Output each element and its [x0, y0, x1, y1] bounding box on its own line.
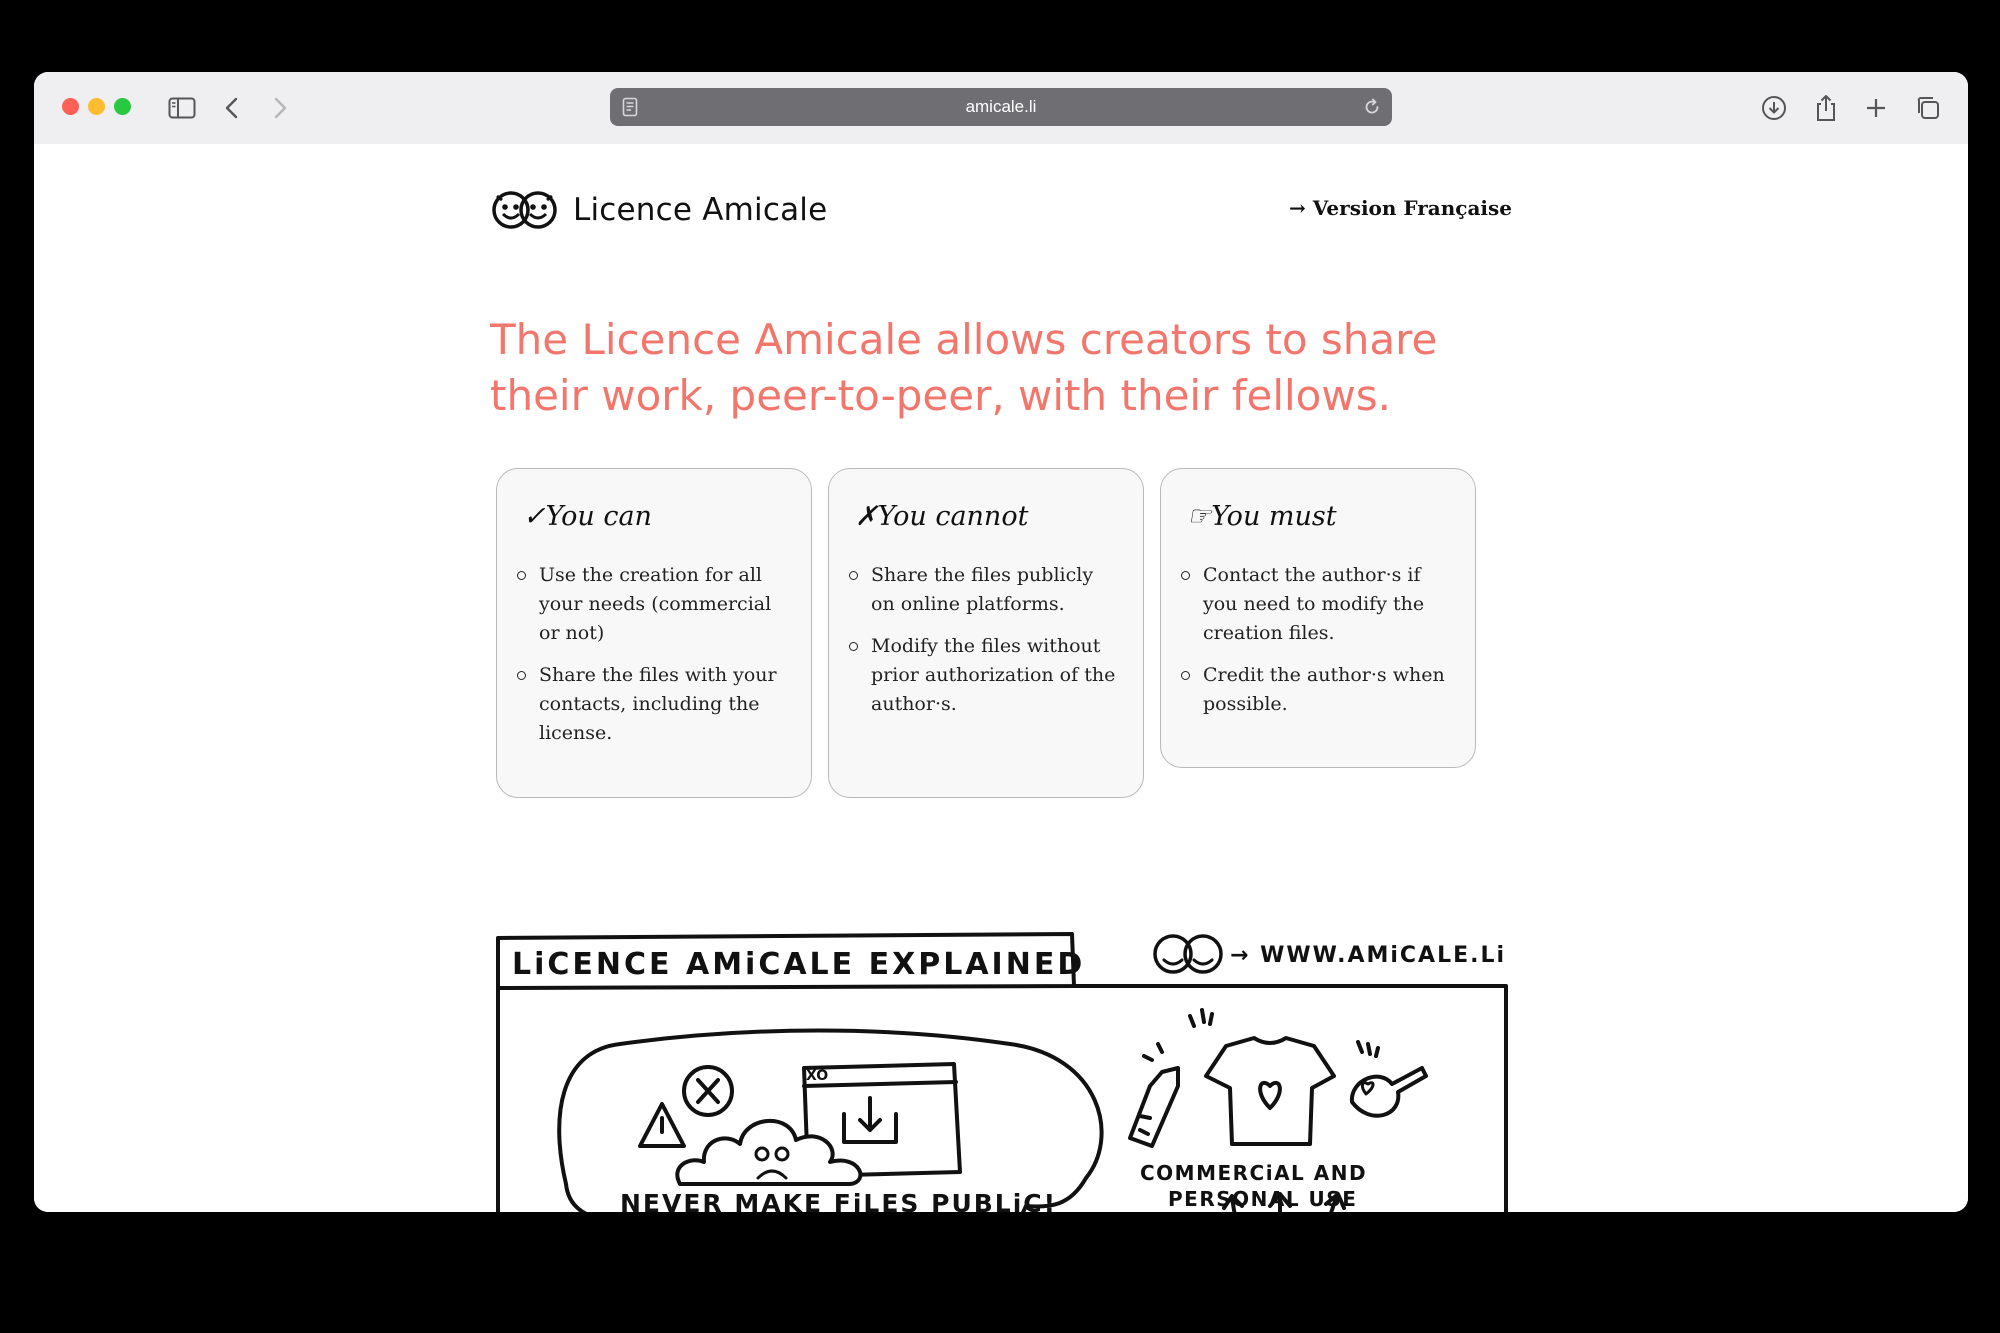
smiley-icon [1155, 936, 1221, 972]
list-item: Share the files with your contacts, including the license. [539, 661, 789, 748]
card-you-cannot [828, 468, 1144, 798]
list-item: Use the creation for all your needs (commercial or not) [539, 561, 789, 648]
url-text[interactable]: amicale.li [965, 97, 1037, 116]
tab-overview-icon[interactable] [1910, 90, 1946, 126]
card-list [515, 561, 789, 761]
language-switch-link[interactable]: → Version Française [1289, 196, 1512, 220]
list-item: Modify the files without prior authorization of the author·s. [871, 632, 1121, 719]
zoom-window-button[interactable] [114, 98, 131, 115]
card-list [847, 561, 1121, 732]
browser-window [34, 72, 1968, 1218]
card-title: ☞You must [1187, 501, 1337, 532]
web-page [34, 144, 1968, 1218]
close-window-button[interactable] [62, 98, 79, 115]
share-icon[interactable] [1808, 90, 1844, 126]
bottle-icon [1130, 1068, 1178, 1146]
card-list [1179, 561, 1453, 732]
site-logo[interactable] [491, 188, 827, 232]
downloads-icon[interactable] [1756, 90, 1792, 126]
page-headline: The Licence Amicale allows creators to share their work, peer-to-peer, with their fellows. [490, 315, 1438, 420]
forward-icon[interactable] [262, 90, 298, 126]
new-tab-icon[interactable] [1858, 90, 1894, 126]
window-label: XO [806, 1068, 829, 1084]
card-you-can [496, 468, 812, 798]
minimize-window-button[interactable] [88, 98, 105, 115]
smiley-logo-icon [491, 188, 559, 232]
sidebar-toggle-icon[interactable] [164, 90, 200, 126]
card-title: ✗You cannot [855, 501, 1029, 532]
banner-title: LiCENCE AMiCALE EXPLAINED [512, 947, 1086, 982]
tshirt-icon [1206, 1038, 1334, 1144]
back-icon[interactable] [214, 90, 250, 126]
address-bar[interactable] [610, 88, 1392, 126]
card-you-must [1160, 468, 1476, 768]
commercial-caption-line2: PERSONAL USE [1168, 1187, 1358, 1211]
commercial-caption-line1: COMMERCiAL AND [1140, 1161, 1368, 1185]
bubble-caption: NEVER MAKE FiLES PUBLiC! [620, 1189, 1058, 1218]
list-item: Credit the author·s when possible. [1203, 661, 1453, 719]
card-title: ✓You can [523, 501, 652, 532]
site-url-text: → WWW.AMiCALE.Li [1230, 943, 1507, 968]
logo-text: Licence Amicale [573, 192, 828, 228]
list-item: Contact the author·s if you need to modify the creation files. [1203, 561, 1453, 648]
licence-explained-illustration [490, 916, 1516, 1218]
list-item: Share the files publicly on online platforms. [871, 561, 1121, 619]
browser-toolbar [34, 72, 1968, 145]
reload-icon[interactable] [1362, 97, 1382, 121]
